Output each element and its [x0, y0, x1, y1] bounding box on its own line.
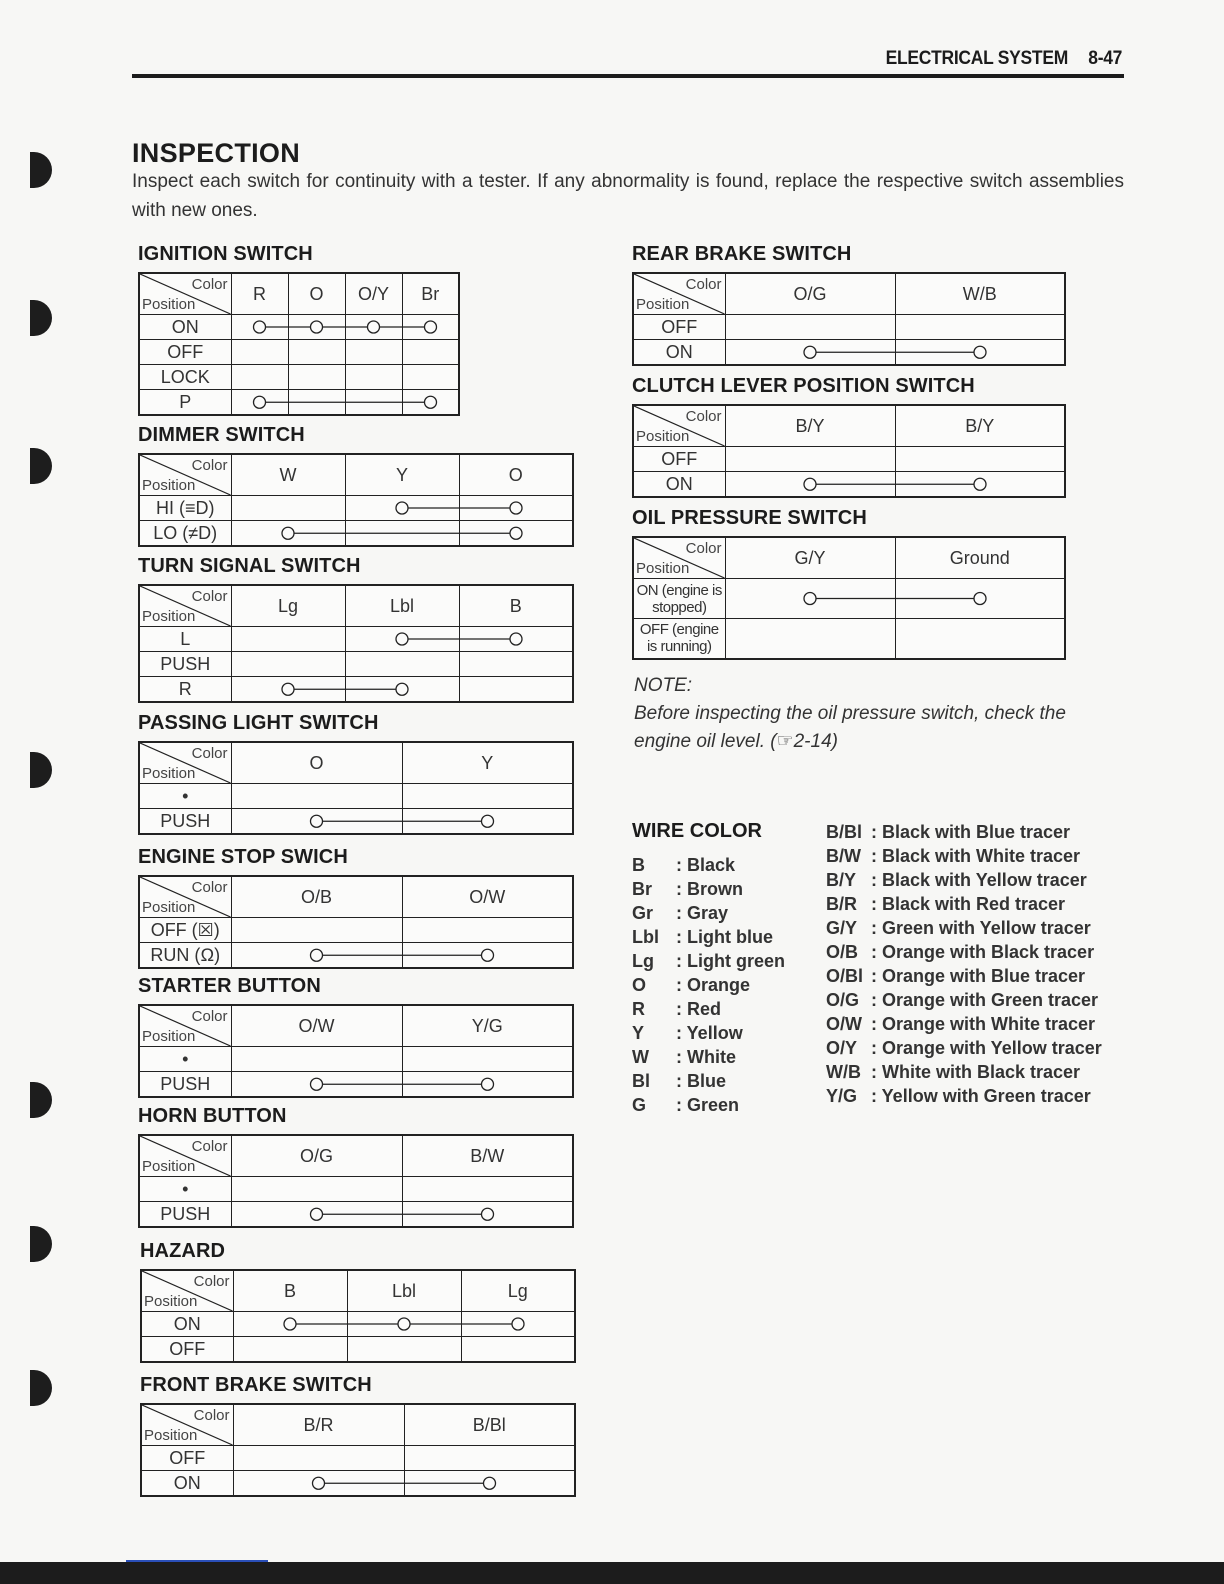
- switch-block: [632, 375, 1064, 498]
- continuity-cell: [459, 627, 573, 652]
- wire-color-name: : Orange with Black tracer: [871, 942, 1095, 962]
- wire-color-entry: [826, 940, 1102, 964]
- wire-code: B/W: [826, 846, 861, 866]
- switch-position: PUSH: [139, 809, 231, 835]
- wire-color-name: : Orange with Green tracer: [871, 990, 1099, 1010]
- color-position-corner: [633, 273, 725, 315]
- continuity-cell: [231, 315, 288, 340]
- continuity-cell: [288, 390, 345, 416]
- continuity-cell: [459, 496, 573, 521]
- wire-code: O/B: [826, 942, 859, 962]
- switch-position: •: [139, 1177, 231, 1202]
- wire-code: W: [632, 1047, 649, 1067]
- continuity-cell: [402, 918, 573, 943]
- switch-position: RUN (Ω): [139, 943, 231, 969]
- wire-color-entry: [826, 1084, 1102, 1108]
- corner-position-label: Position: [142, 296, 196, 313]
- continuity-cell: [402, 315, 459, 340]
- wire-color-name: : Green with Yellow tracer: [871, 918, 1091, 938]
- wire-color-entry: [826, 964, 1102, 988]
- switch-table: [138, 1134, 574, 1228]
- wire-color-header: O: [231, 742, 402, 784]
- switch-table: [138, 1004, 574, 1098]
- wire-color-entry: [632, 997, 785, 1021]
- continuity-cell: [345, 315, 402, 340]
- continuity-cell: [895, 315, 1065, 340]
- switch-title: IGNITION SWITCH: [138, 243, 313, 265]
- switch-position: OFF: [141, 1337, 233, 1363]
- wire-color-name: : Orange with Yellow tracer: [871, 1038, 1102, 1058]
- corner-position-label: Position: [636, 560, 690, 577]
- switch-position: OFF: [633, 447, 725, 472]
- switch-block: [140, 1240, 574, 1363]
- switch-position: OFF: [139, 340, 231, 365]
- wire-color-entry: [826, 916, 1102, 940]
- continuity-cell: [459, 521, 573, 547]
- continuity-cell: [345, 340, 402, 365]
- wire-code: B: [632, 855, 645, 875]
- switch-block: [138, 975, 572, 1098]
- wire-color-name: : Black with Blue tracer: [871, 822, 1071, 842]
- corner-position-label: Position: [142, 1158, 196, 1175]
- wire-color-name: : Orange with White tracer: [871, 1014, 1096, 1034]
- switch-block: [138, 555, 572, 703]
- continuity-cell: [895, 447, 1065, 472]
- switch-position: PUSH: [139, 1072, 231, 1098]
- punch-hole: [30, 1082, 52, 1118]
- color-position-corner: [139, 454, 231, 496]
- switch-table: [138, 453, 574, 547]
- switch-title: STARTER BUTTON: [138, 975, 321, 997]
- wire-color-entry: [632, 1045, 785, 1069]
- wire-color-name: : Orange: [676, 975, 751, 995]
- continuity-cell: [345, 390, 402, 416]
- wire-color-header: B/Y: [725, 405, 895, 447]
- wire-color-entry: [826, 820, 1102, 844]
- wire-color-name: : Light blue: [676, 927, 773, 947]
- wire-color-title: WIRE COLOR: [632, 820, 762, 842]
- continuity-cell: [231, 1202, 402, 1228]
- switch-table: [138, 584, 574, 703]
- continuity-cell: [402, 1047, 573, 1072]
- corner-color-label: Color: [193, 1407, 230, 1424]
- wire-code: G/Y: [826, 918, 858, 938]
- corner-color-label: Color: [685, 276, 722, 293]
- continuity-cell: [347, 1312, 461, 1337]
- wire-color-entry: [826, 1036, 1102, 1060]
- wire-code: Lbl: [632, 927, 659, 947]
- header-rule: [132, 74, 1124, 78]
- wire-code: O/Y: [826, 1038, 858, 1058]
- wire-color-header: Lg: [231, 585, 345, 627]
- switch-position: ON: [141, 1312, 233, 1337]
- continuity-cell: [402, 1202, 573, 1228]
- continuity-cell: [402, 784, 573, 809]
- wire-color-name: : Blue: [676, 1071, 727, 1091]
- switch-block: [138, 712, 572, 835]
- switch-table: [632, 404, 1066, 498]
- switch-title: REAR BRAKE SWITCH: [632, 243, 852, 265]
- wire-color-header: B/Y: [895, 405, 1065, 447]
- switch-position: ON: [141, 1471, 233, 1497]
- wire-code: O/W: [826, 1014, 862, 1034]
- switch-position: LOCK: [139, 365, 231, 390]
- continuity-cell: [231, 652, 345, 677]
- switch-title: FRONT BRAKE SWITCH: [140, 1374, 372, 1396]
- continuity-cell: [895, 619, 1065, 659]
- corner-color-label: Color: [193, 1273, 230, 1290]
- wire-color-entry: [632, 1093, 785, 1117]
- continuity-cell: [895, 472, 1065, 498]
- wire-color-name: : White with Black tracer: [871, 1062, 1081, 1082]
- wire-color-header: O/Y: [345, 273, 402, 315]
- continuity-cell: [402, 809, 573, 835]
- switch-position: LO (≠D): [139, 521, 231, 547]
- corner-position-label: Position: [142, 765, 196, 782]
- wire-color-name: : Gray: [676, 903, 729, 923]
- wire-color-entry: [826, 988, 1102, 1012]
- corner-color-label: Color: [191, 879, 228, 896]
- continuity-cell: [725, 340, 895, 366]
- switch-block: [632, 507, 1064, 660]
- wire-code: B/Bl: [826, 822, 862, 842]
- corner-color-label: Color: [191, 1138, 228, 1155]
- continuity-cell: [231, 1072, 402, 1098]
- switch-title: CLUTCH LEVER POSITION SWITCH: [632, 375, 975, 397]
- wire-color-entry: [826, 868, 1102, 892]
- continuity-cell: [404, 1446, 575, 1471]
- wire-color-entry: [826, 892, 1102, 916]
- corner-color-label: Color: [191, 588, 228, 605]
- wire-color-entry: [826, 844, 1102, 868]
- corner-color-label: Color: [191, 1008, 228, 1025]
- wire-color-entry: [632, 853, 785, 877]
- color-position-corner: [139, 585, 231, 627]
- switch-table: [632, 536, 1066, 660]
- switch-position: OFF (engine is running): [633, 619, 725, 659]
- continuity-cell: [725, 315, 895, 340]
- switch-position: HI (≡D): [139, 496, 231, 521]
- corner-color-label: Color: [191, 457, 228, 474]
- switch-block: [138, 243, 458, 416]
- wire-color-header: G/Y: [725, 537, 895, 579]
- wire-color-header: O/G: [231, 1135, 402, 1177]
- switch-table: [138, 272, 460, 416]
- continuity-cell: [895, 340, 1065, 366]
- wire-code: B/Y: [826, 870, 857, 890]
- wire-color-entry: [632, 901, 785, 925]
- switch-table: [632, 272, 1066, 366]
- continuity-cell: [345, 677, 459, 703]
- wire-color-header: B/Bl: [404, 1404, 575, 1446]
- wire-color-header: O/B: [231, 876, 402, 918]
- continuity-cell: [233, 1471, 404, 1497]
- switch-block: [632, 243, 1064, 366]
- wire-code: Gr: [632, 903, 654, 923]
- continuity-cell: [288, 365, 345, 390]
- wire-code: B/R: [826, 894, 857, 914]
- wire-color-header: Y: [345, 454, 459, 496]
- color-position-corner: [139, 876, 231, 918]
- continuity-cell: [402, 943, 573, 969]
- wire-color-header: B/W: [402, 1135, 573, 1177]
- continuity-cell: [231, 677, 345, 703]
- switch-position: ON: [633, 340, 725, 366]
- corner-color-label: Color: [191, 745, 228, 762]
- wire-color-header: Lbl: [347, 1270, 461, 1312]
- punch-hole: [30, 1226, 52, 1262]
- wire-color-header: Y: [402, 742, 573, 784]
- wire-code: G: [632, 1095, 647, 1115]
- wire-color-header: Ground: [895, 537, 1065, 579]
- corner-position-label: Position: [144, 1293, 198, 1310]
- continuity-cell: [402, 390, 459, 416]
- punch-hole: [30, 448, 52, 484]
- continuity-cell: [725, 447, 895, 472]
- continuity-cell: [459, 652, 573, 677]
- corner-position-label: Position: [142, 477, 196, 494]
- wire-color-header: Lg: [461, 1270, 575, 1312]
- continuity-cell: [345, 496, 459, 521]
- continuity-cell: [459, 677, 573, 703]
- binder-edge: [0, 0, 60, 1584]
- continuity-cell: [895, 579, 1065, 619]
- wire-color-entry: [632, 877, 785, 901]
- wire-color-entry: [632, 925, 785, 949]
- wire-color-name: : Black: [676, 855, 736, 875]
- continuity-cell: [231, 496, 345, 521]
- page-title: INSPECTION: [132, 138, 301, 168]
- switch-title: DIMMER SWITCH: [138, 424, 305, 446]
- switch-position: PUSH: [139, 652, 231, 677]
- switch-position: OFF: [633, 315, 725, 340]
- wire-code: W/B: [826, 1062, 861, 1082]
- switch-title: HAZARD: [140, 1240, 226, 1262]
- wire-color-name: : Light green: [676, 951, 785, 971]
- wire-color-name: : Yellow with Green tracer: [871, 1086, 1091, 1106]
- continuity-cell: [345, 652, 459, 677]
- color-position-corner: [141, 1404, 233, 1446]
- wire-color-header: Lbl: [345, 585, 459, 627]
- wire-color-header: O/W: [231, 1005, 402, 1047]
- punch-hole: [30, 752, 52, 788]
- wire-color-entry: [632, 1021, 785, 1045]
- continuity-cell: [345, 365, 402, 390]
- continuity-cell: [461, 1312, 575, 1337]
- wire-color-name: : Brown: [676, 879, 743, 899]
- continuity-cell: [288, 315, 345, 340]
- switch-position: OFF: [141, 1446, 233, 1471]
- wire-code: Br: [632, 879, 653, 899]
- wire-color-header: Y/G: [402, 1005, 573, 1047]
- switch-position: PUSH: [139, 1202, 231, 1228]
- continuity-cell: [347, 1337, 461, 1363]
- wire-code: O/G: [826, 990, 860, 1010]
- switch-table: [138, 741, 574, 835]
- continuity-cell: [233, 1312, 347, 1337]
- note-label: NOTE:: [634, 675, 693, 696]
- note: [634, 672, 1114, 756]
- wire-color-entry: [632, 973, 785, 997]
- wire-color-header: O: [288, 273, 345, 315]
- wire-color-name: : Green: [676, 1095, 740, 1115]
- color-position-corner: [633, 405, 725, 447]
- punch-hole: [30, 300, 52, 336]
- color-position-corner: [139, 1135, 231, 1177]
- continuity-cell: [725, 619, 895, 659]
- continuity-cell: [231, 1177, 402, 1202]
- wire-color-name: : Orange with Blue tracer: [871, 966, 1086, 986]
- switch-position: ON: [139, 315, 231, 340]
- color-position-corner: [139, 1005, 231, 1047]
- wire-color-name: : Black with White tracer: [871, 846, 1081, 866]
- color-position-corner: [139, 273, 231, 315]
- wire-code: Y/G: [826, 1086, 858, 1106]
- switch-title: PASSING LIGHT SWITCH: [138, 712, 379, 734]
- corner-color-label: Color: [685, 540, 722, 557]
- wire-color-header: O/G: [725, 273, 895, 315]
- switch-title: ENGINE STOP SWICH: [138, 846, 348, 868]
- page-number: 8-47: [1088, 48, 1122, 69]
- corner-position-label: Position: [142, 1028, 196, 1045]
- switch-position: •: [139, 1047, 231, 1072]
- wire-color-name: : Red: [676, 999, 721, 1019]
- wire-color-name: : Black with Red tracer: [871, 894, 1066, 914]
- switch-position: L: [139, 627, 231, 652]
- bottom-edge: [0, 1562, 1224, 1584]
- continuity-cell: [461, 1337, 575, 1363]
- switch-position: OFF (☒): [139, 918, 231, 943]
- continuity-cell: [402, 1072, 573, 1098]
- switch-position: ON: [633, 472, 725, 498]
- switch-position: ON (engine is stopped): [633, 579, 725, 619]
- switch-title: HORN BUTTON: [138, 1105, 287, 1127]
- wire-color-header: R: [231, 273, 288, 315]
- continuity-cell: [233, 1446, 404, 1471]
- intro-paragraph: Inspect each switch for continuity with a tester. If any abnormality is found, replace the respective switch assemblies with new ones.: [132, 171, 1124, 221]
- wire-color-name: : Yellow: [676, 1023, 743, 1043]
- section-title: ELECTRICAL SYSTEM: [885, 48, 1068, 69]
- corner-position-label: Position: [636, 296, 690, 313]
- continuity-cell: [402, 1177, 573, 1202]
- wire-color-header: O: [459, 454, 573, 496]
- switch-block: [138, 1105, 572, 1228]
- corner-color-label: Color: [191, 276, 228, 293]
- wire-color-name: : Black with Yellow tracer: [871, 870, 1087, 890]
- continuity-cell: [231, 627, 345, 652]
- switch-block: [138, 424, 572, 547]
- continuity-cell: [725, 579, 895, 619]
- wire-code: Y: [632, 1023, 645, 1043]
- switch-title: OIL PRESSURE SWITCH: [632, 507, 867, 529]
- wire-code: R: [632, 999, 645, 1019]
- continuity-cell: [725, 472, 895, 498]
- page-header: [885, 48, 1122, 70]
- continuity-cell: [231, 521, 345, 547]
- wire-color-entry: [826, 1060, 1102, 1084]
- continuity-cell: [231, 340, 288, 365]
- wire-code: O/Bl: [826, 966, 864, 986]
- continuity-cell: [231, 943, 402, 969]
- switch-block: [140, 1374, 574, 1497]
- continuity-cell: [231, 918, 402, 943]
- wire-color-header: W/B: [895, 273, 1065, 315]
- wire-color-header: Br: [402, 273, 459, 315]
- switch-position: •: [139, 784, 231, 809]
- switch-table: [140, 1403, 576, 1497]
- corner-position-label: Position: [636, 428, 690, 445]
- punch-hole: [30, 152, 52, 188]
- color-position-corner: [141, 1270, 233, 1312]
- wire-color-tracer-list: [826, 820, 1102, 1108]
- note-text: Before inspecting the oil pressure switch, check the engine oil level. (☞2-14): [634, 703, 1066, 752]
- continuity-cell: [231, 365, 288, 390]
- wire-code: O: [632, 975, 647, 995]
- continuity-cell: [288, 340, 345, 365]
- switch-table: [138, 875, 574, 969]
- continuity-cell: [402, 340, 459, 365]
- switch-position: R: [139, 677, 231, 703]
- wire-color-header: O/W: [402, 876, 573, 918]
- switch-position: P: [139, 390, 231, 416]
- continuity-cell: [231, 390, 288, 416]
- wire-color-header: B/R: [233, 1404, 404, 1446]
- continuity-cell: [231, 784, 402, 809]
- wire-color-basic-list: [632, 853, 785, 1117]
- switch-block: [138, 846, 572, 969]
- switch-table: [140, 1269, 576, 1363]
- corner-position-label: Position: [142, 608, 196, 625]
- continuity-cell: [402, 365, 459, 390]
- color-position-corner: [633, 537, 725, 579]
- wire-color-entry: [632, 1069, 785, 1093]
- continuity-cell: [345, 521, 459, 547]
- wire-color-header: B: [233, 1270, 347, 1312]
- wire-color-entry: [826, 1012, 1102, 1036]
- wire-color-entry: [632, 949, 785, 973]
- wire-color-name: : White: [676, 1047, 736, 1067]
- wire-color-header: B: [459, 585, 573, 627]
- corner-position-label: Position: [144, 1427, 198, 1444]
- corner-color-label: Color: [685, 408, 722, 425]
- continuity-cell: [404, 1471, 575, 1497]
- continuity-cell: [231, 809, 402, 835]
- continuity-cell: [345, 627, 459, 652]
- wire-code: Lg: [632, 951, 654, 971]
- continuity-cell: [231, 1047, 402, 1072]
- switch-title: TURN SIGNAL SWITCH: [138, 555, 361, 577]
- continuity-cell: [233, 1337, 347, 1363]
- color-position-corner: [139, 742, 231, 784]
- wire-color-header: W: [231, 454, 345, 496]
- corner-position-label: Position: [142, 899, 196, 916]
- punch-hole: [30, 1370, 52, 1406]
- wire-code: Bl: [632, 1071, 650, 1091]
